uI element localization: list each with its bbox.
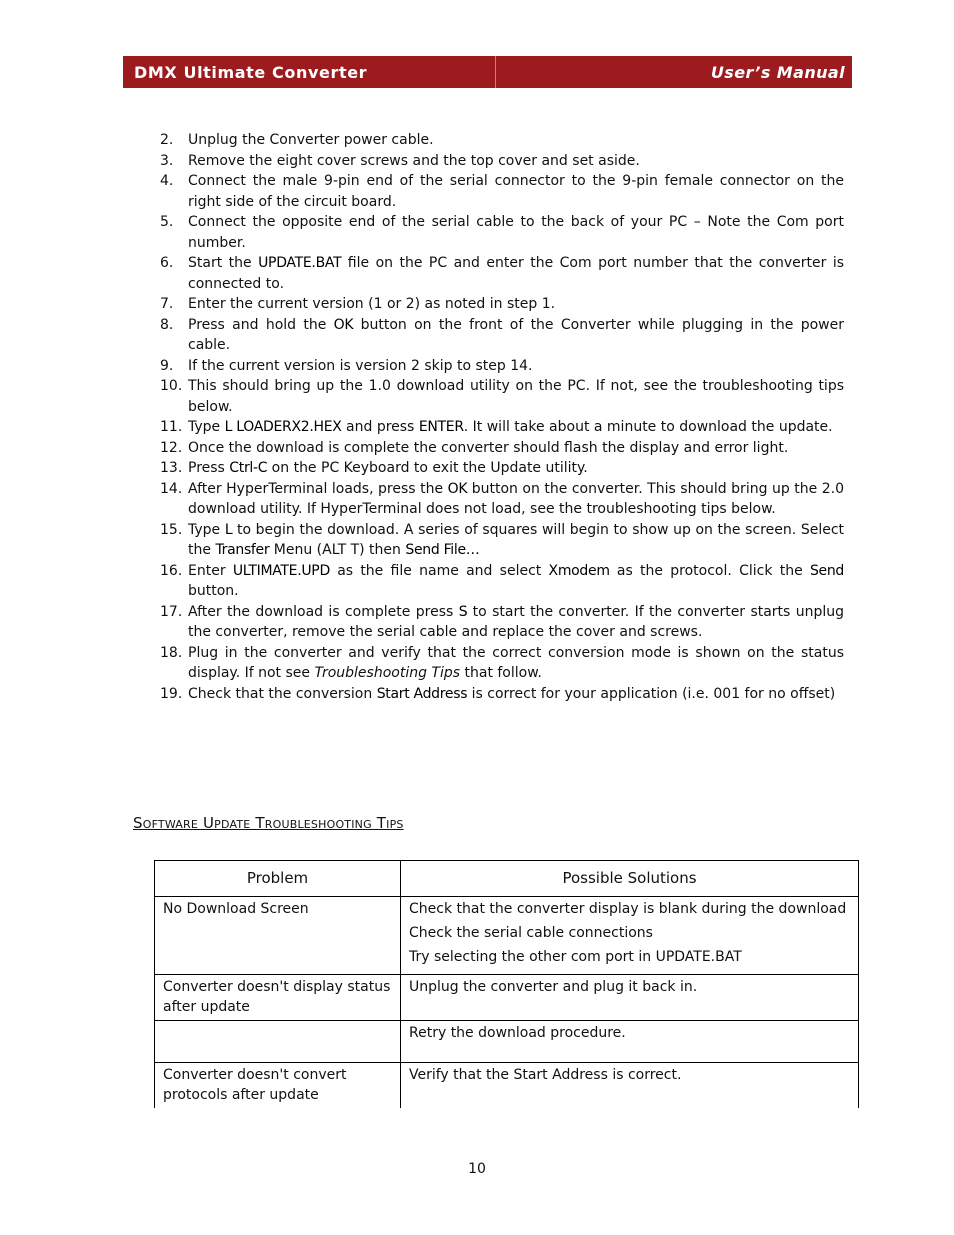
list-item <box>160 315 844 356</box>
step-text <box>188 294 844 315</box>
step-number: 17. <box>160 603 183 620</box>
step-number: 14. <box>160 480 183 497</box>
table-row <box>155 1063 859 1109</box>
list-item <box>160 520 844 561</box>
list-item <box>160 684 844 705</box>
solution-text: Verify that the Start Address is correct. <box>409 1067 682 1083</box>
keyword: Ctrl-C <box>229 460 268 476</box>
step-number: 13. <box>160 460 183 476</box>
list-item <box>160 643 844 684</box>
list-item <box>160 253 844 294</box>
table-header-row <box>155 861 859 897</box>
list-item <box>160 458 844 479</box>
text-run: After the download is complete press <box>188 603 459 620</box>
solutions-cell <box>401 897 859 975</box>
list-item <box>160 561 844 602</box>
step-text <box>188 561 844 602</box>
step-number: 4. <box>160 173 174 189</box>
step-number: 15. <box>160 521 183 538</box>
text-run: Press <box>188 460 230 476</box>
solutions-cell <box>401 1021 859 1063</box>
step-text <box>188 212 844 253</box>
table-row <box>155 1021 859 1063</box>
text-run: This should bring up the 1.0 download utility on the PC. If not, see the troubleshooting tips below. <box>188 378 844 415</box>
list-item <box>160 438 844 459</box>
italic-reference: Troubleshooting Tips <box>314 665 461 681</box>
problem-cell: Converter doesn't display status after update <box>155 975 401 1021</box>
step-number: 2. <box>160 132 174 148</box>
keyword: Transfer <box>215 542 270 558</box>
step-text <box>188 417 844 438</box>
text-run: that follow. <box>460 665 542 681</box>
step-number: 8. <box>160 316 174 333</box>
step-text <box>188 171 844 212</box>
text-run: Plug in the converter and verify that the correct conversion mode is shown on the status display. If not see <box>188 644 844 681</box>
text-run: button on the converter. This should bring up the 2.0 download utility. If HyperTerminal does not load, see the troubleshooting tips below. <box>188 480 844 517</box>
text-run: After HyperTerminal loads, press the <box>188 480 448 497</box>
list-item <box>160 356 844 377</box>
text-run: as the file name and select <box>329 562 549 579</box>
text-run: to start the converter. If the converter starts unplug the converter, remove the serial cable and replace the cover and screws. <box>188 603 845 640</box>
solution-text: Check the serial cable connections <box>409 925 653 941</box>
solution-text: Try selecting the other com port in UPDATE.BAT <box>409 949 742 965</box>
step-number: 11. <box>160 419 183 435</box>
keyword: Send File… <box>405 542 480 558</box>
step-text <box>188 458 844 479</box>
page-header <box>123 56 852 88</box>
text-run: Enter the current version (1 or 2) as noted in step 1. <box>188 296 556 312</box>
text-run: button. <box>188 583 239 599</box>
step-text <box>188 684 844 705</box>
list-item <box>160 212 844 253</box>
solution-text: Check that the converter display is blank during the download <box>409 901 847 917</box>
keyword: UPDATE.BAT <box>258 255 342 271</box>
list-item <box>160 479 844 520</box>
solutions-cell <box>401 975 859 1021</box>
text-run: is correct for your application (i.e. 001 for no offset) <box>467 685 836 702</box>
page-number: 10 <box>468 1161 486 1177</box>
step-text <box>188 130 844 151</box>
section-heading: Software Update Troubleshooting Tips <box>133 814 404 832</box>
solution-text: Retry the download procedure. <box>409 1025 626 1041</box>
step-text <box>188 315 844 356</box>
step-text <box>188 479 844 520</box>
solutions-cell <box>401 1063 859 1109</box>
step-number: 10. <box>160 378 183 394</box>
text-run: Press and hold the <box>188 316 334 333</box>
step-text <box>188 253 844 294</box>
column-header-problem: Problem <box>155 861 401 897</box>
step-number: 5. <box>160 214 174 230</box>
list-item <box>160 130 844 151</box>
step-number: 18. <box>160 644 183 661</box>
step-text <box>188 602 844 643</box>
keyword: Start Address <box>376 685 468 702</box>
text-run: on the PC Keyboard to exit the Update utility. <box>267 460 588 476</box>
text-run: Check that the conversion <box>188 685 377 702</box>
header-manual-label: User’s Manual <box>710 62 845 82</box>
text-run: . It will take about a minute to download the update. <box>463 419 833 435</box>
list-item <box>160 602 844 643</box>
problem-cell: No Download Screen <box>155 897 401 975</box>
keyword: Xmodem <box>548 562 610 579</box>
list-item <box>160 171 844 212</box>
header-title: DMX Ultimate Converter <box>123 56 496 88</box>
keyword: ULTIMATE.UPD <box>232 562 330 579</box>
keyword: L <box>224 521 233 538</box>
text-run: Start the <box>188 255 259 271</box>
list-item <box>160 417 844 438</box>
text-run: If the current version is version 2 skip to step 14. <box>188 357 533 374</box>
keyword: S <box>458 603 468 620</box>
text-run: Remove the eight cover screws and the top cover and set aside. <box>188 152 640 169</box>
keyword: OK <box>447 480 468 497</box>
text-run: Type <box>188 419 225 435</box>
problem-cell <box>155 1021 401 1063</box>
step-text <box>188 151 844 172</box>
table-row <box>155 897 859 975</box>
text-run: Menu (ALT T) then <box>269 542 406 558</box>
text-run: Unplug the Converter power cable. <box>188 132 434 148</box>
problem-cell: Converter doesn't convert protocols after update <box>155 1063 401 1109</box>
list-item <box>160 376 844 417</box>
text-run: to begin the download. A series of squares will begin to show up on the screen. Select the <box>188 521 845 558</box>
list-item <box>160 151 844 172</box>
keyword: ENTER <box>418 419 464 435</box>
troubleshooting-table <box>154 860 859 1108</box>
text-run: as the protocol. Click the <box>609 562 810 579</box>
step-text <box>188 376 844 417</box>
step-text <box>188 643 844 684</box>
step-number: 9. <box>160 357 174 374</box>
text-run: button on the front of the Converter while plugging in the power cable. <box>188 316 844 353</box>
text-run: Enter <box>188 562 233 579</box>
list-item <box>160 294 844 315</box>
step-number: 12. <box>160 439 183 456</box>
table-row <box>155 975 859 1021</box>
keyword: Send <box>809 562 844 579</box>
text-run: Connect the opposite end of the serial cable to the back of your PC – Note the Com port number. <box>188 214 844 251</box>
keyword: L LOADERX2.HEX <box>224 419 342 435</box>
solution-text: Unplug the converter and plug it back in. <box>409 979 698 995</box>
text-run: Type <box>188 521 225 538</box>
step-number: 7. <box>160 296 174 312</box>
text-run: and press <box>341 419 419 435</box>
keyword: OK <box>333 316 354 333</box>
column-header-solutions: Possible Solutions <box>401 861 859 897</box>
step-number: 16. <box>160 562 183 579</box>
update-steps-list <box>160 130 844 704</box>
step-text <box>188 438 844 459</box>
text-run: Connect the male 9-pin end of the serial connector to the 9-pin female connector on the right side of the circuit board. <box>188 173 844 210</box>
step-number: 3. <box>160 152 174 169</box>
step-text <box>188 356 844 377</box>
text-run: file on the PC and enter the Com port number that the converter is connected to. <box>188 255 845 292</box>
step-text <box>188 520 844 561</box>
step-number: 19. <box>160 685 183 702</box>
text-run: Once the download is complete the converter should flash the display and error light. <box>188 439 789 456</box>
step-number: 6. <box>160 255 174 271</box>
